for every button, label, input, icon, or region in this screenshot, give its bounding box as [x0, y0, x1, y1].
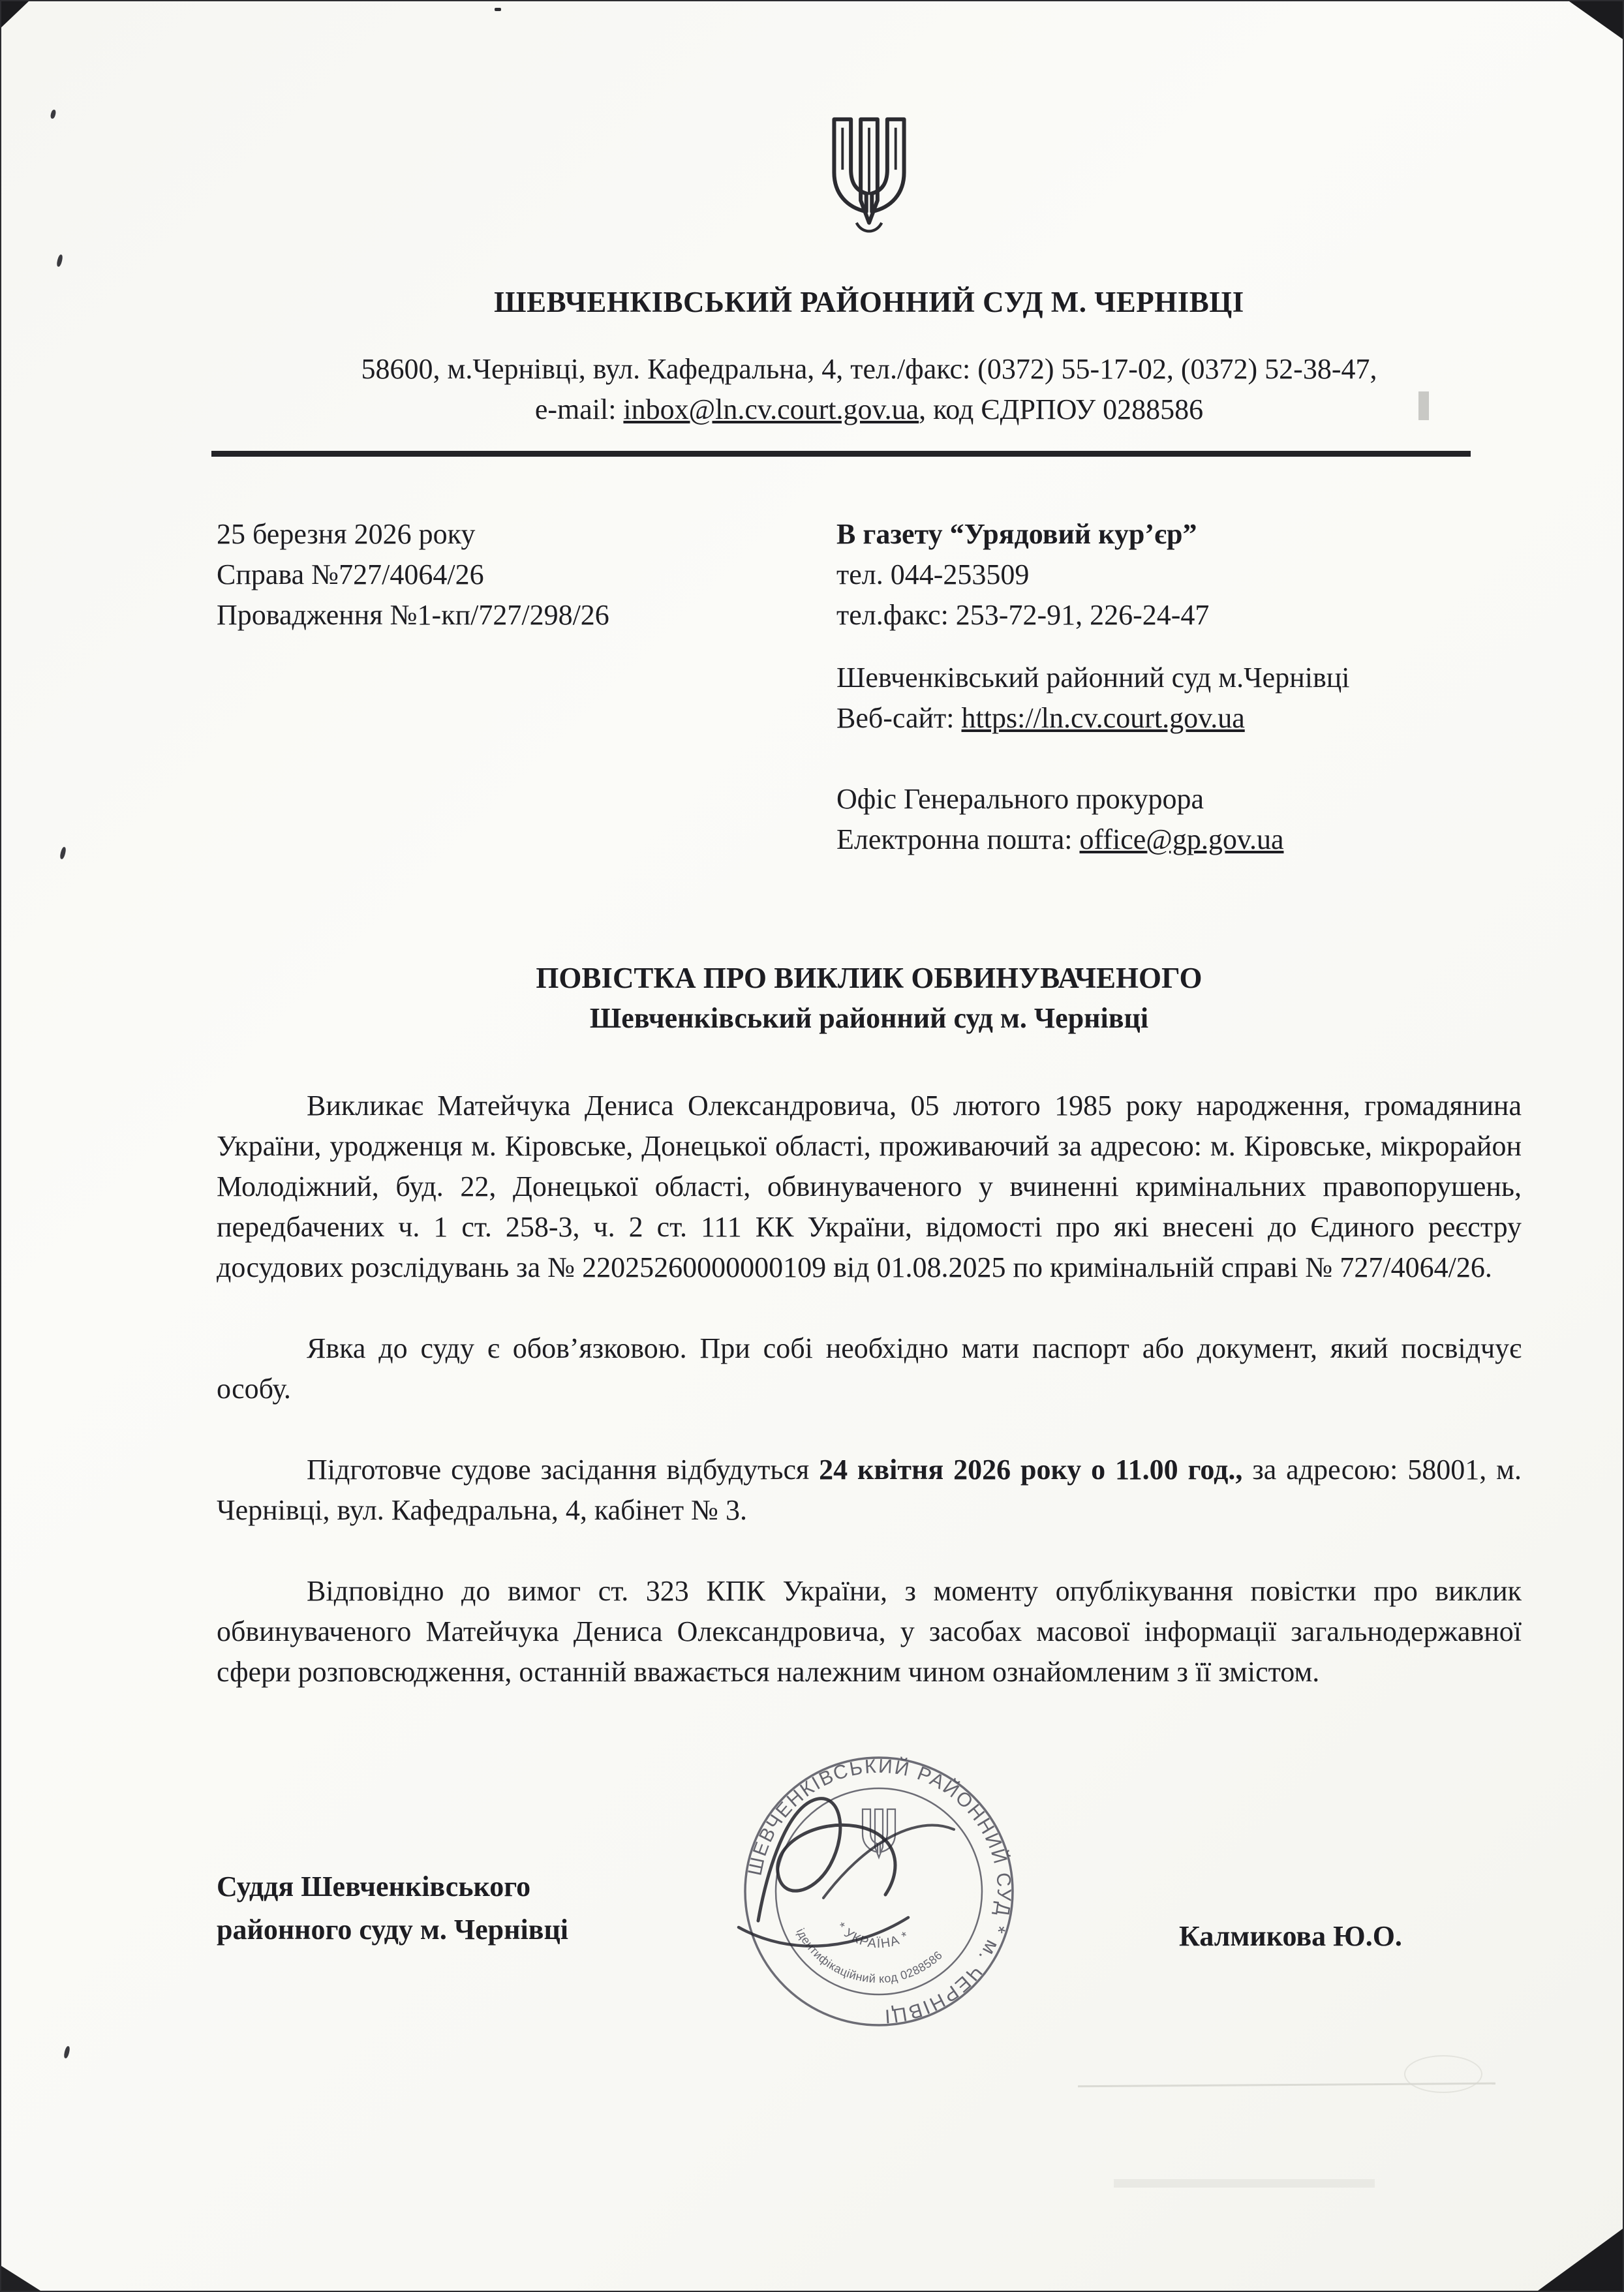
- scan-artifact-corner-top-right: [1569, 1, 1623, 39]
- stamp-ring-text: ШЕВЧЕНКІВСЬКИЙ РАЙОННИЙ СУД * м. ЧЕРНІВЦІ: [744, 1755, 1015, 2027]
- spacer: [836, 739, 1522, 779]
- document-title: ПОВІСТКА ПРО ВИКЛИК ОБВИНУВАЧЕНОГО: [536, 962, 1203, 994]
- email-label: e-mail:: [534, 393, 624, 425]
- court-address-text: 58600, м.Чернівці, вул. Кафедральна, 4, тел./факс: (0372) 55-17-02, (0372) 52-38-47,: [361, 353, 1377, 385]
- document-subtitle: Шевченківський районний суд м. Чернівці: [589, 1002, 1149, 1034]
- scan-artifact-corner-top-left: [1, 1, 29, 27]
- prosecutor-email-line: [836, 819, 1522, 860]
- court-website-link[interactable]: https://ln.cv.court.gov.ua: [961, 702, 1245, 734]
- summons-paragraph-1: Викликає Матейчука Дениса Олександровича, 05 лютого 1985 року народження, громадянина України, уродженця м. Кіровське, Донецької області, проживаючий за адресою: м. Кіровське, мікрорайон Молодіжний, буд. 22, Донецької області, обвинуваченого у вчиненні кримінальних правопорушень, передбачених ч. 1 ст. 258-3, ч. 2 ст. 111 КК України, відомості про які внесені до Єдиного реєстру досудових розслідувань за № 22025260000000109 від 01.08.2025 по кримінальній справі № 727/4064/26.: [217, 1090, 1522, 1283]
- court-addressee-line: Шевченківський районний суд м.Чернівці: [836, 662, 1350, 694]
- summons-paragraph-3: [217, 1450, 1522, 1531]
- signature-area: [217, 1755, 1522, 2231]
- proceeding-number-line: Провадження №1-кп/727/298/26: [217, 599, 609, 631]
- stamp-ident-code-text: ідентифікаційний код 0288586: [793, 1926, 945, 1986]
- court-name-heading: ШЕВЧЕНКІВСЬКИЙ РАЙОННИЙ СУД М. ЧЕРНІВЦІ: [494, 286, 1244, 318]
- stamp-country-text: * УКРАЇНА *: [833, 1919, 912, 1951]
- website-line: [836, 698, 1522, 739]
- summons-paragraph-4: Відповідно до вимог ст. 323 КПК України, з моменту опублікування повістки про виклик обвинуваченого Матейчука Дениса Олександровича, у засобах масової інформації загальнодержавної сфери розповсюдження, останній вважається належним чином ознайомленим з її змістом.: [217, 1575, 1522, 1688]
- case-number-line: Справа №727/4064/26: [217, 558, 484, 590]
- court-stamp: [543, 1702, 1104, 2094]
- addressee-column: [836, 514, 1522, 860]
- document-content: [217, 1, 1522, 2231]
- prosecutor-email-label: Електронна пошта:: [836, 823, 1080, 855]
- prosecutor-office-line: Офіс Генерального прокурора: [836, 783, 1204, 815]
- judge-title-line2: районного суду м. Чернівці: [217, 1914, 569, 1946]
- case-and-addressee-columns: [217, 514, 1522, 860]
- hearing-sentence-end: за адресою: 58001, м. Чернівці, вул. Кафедральна, 4, кабінет № 3.: [217, 1454, 1522, 1526]
- court-contact-line: [217, 390, 1522, 430]
- header-divider-rule: [211, 451, 1471, 457]
- edrpou-code: , код ЄДРПОУ 0288586: [919, 393, 1204, 425]
- scan-artifact-corner-bottom-left: [1, 2266, 40, 2291]
- summons-paragraph-2: Явка до суду є обов’язковою. При собі необхідно мати паспорт або документ, який посвідчує особу.: [217, 1332, 1522, 1405]
- hearing-sentence-start: Підготовче судове засідання відбудуться: [307, 1454, 820, 1486]
- scan-artifact-corner-bottom-right: [1538, 2229, 1623, 2291]
- website-label: Веб-сайт:: [836, 702, 962, 734]
- judge-title-line1: Суддя Шевченківського: [217, 1871, 531, 1902]
- newspaper-title-line: В газету “Урядовий кур’єр”: [836, 518, 1197, 550]
- judge-name: Калмикова Ю.О.: [1179, 1920, 1402, 1952]
- case-date-line: 25 березня 2026 року: [217, 518, 476, 550]
- court-email-link[interactable]: inbox@ln.cv.court.gov.ua: [623, 393, 919, 425]
- coat-of-arms-icon: [820, 114, 918, 254]
- prosecutor-email-link[interactable]: office@gp.gov.ua: [1079, 823, 1284, 855]
- newspaper-fax-line: тел.факс: 253-72-91, 226-24-47: [836, 599, 1210, 631]
- scan-artifact-mark: [59, 846, 67, 859]
- scan-artifact-mark: [56, 254, 63, 267]
- newspaper-phone-line: тел. 044-253509: [836, 558, 1030, 590]
- scan-artifact-mark: [63, 2045, 70, 2058]
- scan-artifact-mark: [50, 109, 56, 119]
- spacer: [836, 635, 1522, 658]
- court-address-line: [217, 349, 1522, 390]
- case-info-column: [217, 514, 836, 860]
- hearing-date-time: 24 квітня 2026 року о 11.00 год.,: [819, 1454, 1243, 1486]
- judge-title: [217, 1865, 568, 1951]
